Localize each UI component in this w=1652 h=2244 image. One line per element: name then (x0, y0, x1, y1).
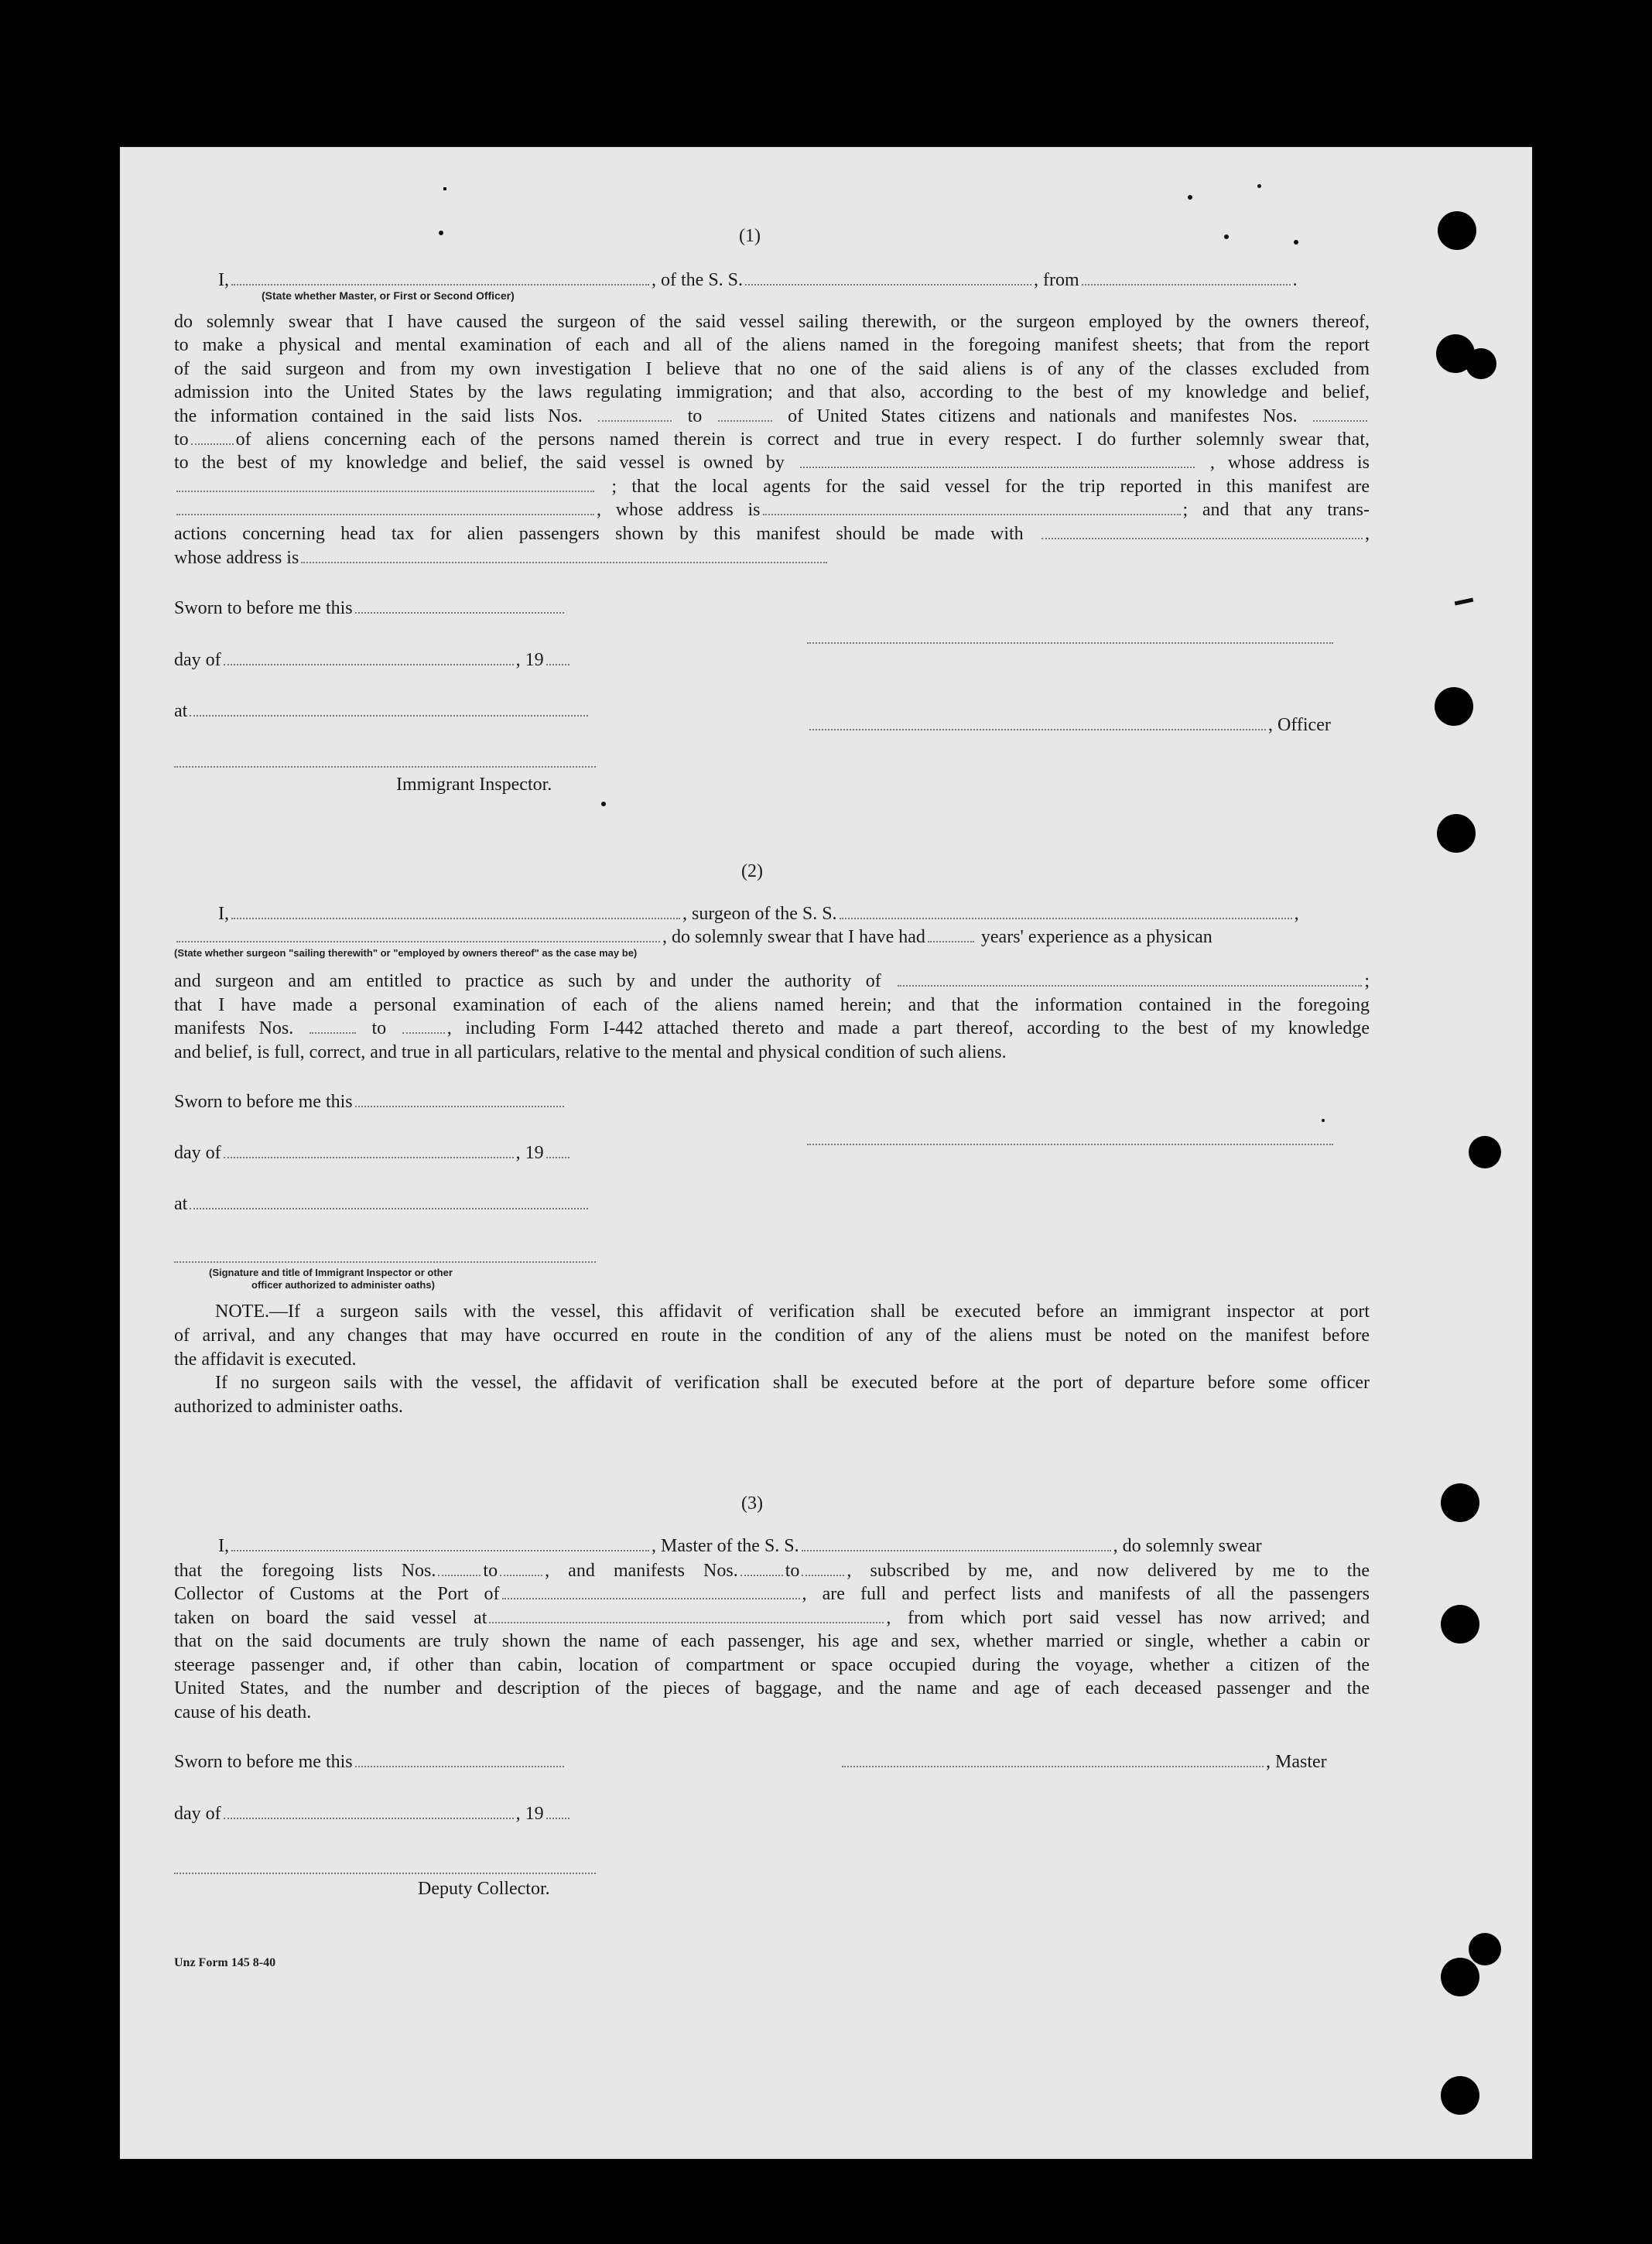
binder-hole (1469, 1136, 1501, 1168)
s1-officer-blank[interactable] (809, 728, 1266, 730)
s2-status-note: (State whether surgeon "sailing therewith" or "employed by owners thereof" as the case may be) (174, 947, 638, 959)
s2-para-line4: and belief, is full, correct, and true in all particulars, relative to the mental and physical condition of such aliens. (174, 1042, 1007, 1062)
s2-sworn-blank[interactable] (355, 1105, 564, 1107)
section-3-number: (3) (741, 1493, 763, 1514)
section-1-number: (1) (739, 226, 761, 246)
head-tax-contact-blank[interactable] (1041, 537, 1363, 539)
s3-line1: I, , Master of the S. S. , do solemnly swear (218, 1536, 1262, 1556)
binder-hole (1441, 1483, 1479, 1522)
s1-sworn-blank[interactable] (355, 611, 564, 614)
section-2-number: (2) (741, 861, 763, 881)
surgeon-name-blank[interactable] (231, 917, 680, 919)
vessel-name-blank[interactable] (745, 283, 1031, 286)
s1-para-line2: to make a physical and mental examination of each and all of the aliens named in the foregoing manifest sheets; that from the report (174, 335, 1370, 355)
s2-note-line2: of arrival, and any changes that may have occurred en route in the condition of any of the aliens must be noted on the manifest before (174, 1326, 1370, 1346)
s2-at: at (174, 1193, 590, 1215)
s3-sworn-blank[interactable] (355, 1765, 564, 1767)
binder-hole (1441, 2076, 1479, 2115)
s3-master: , Master (840, 1751, 1327, 1773)
s1-day-of: day of , 19 (174, 649, 572, 671)
speck-mark (1224, 234, 1229, 239)
s3-line8: cause of his death. (174, 1702, 312, 1722)
s2-line1: I, , surgeon of the S. S. , (218, 904, 1299, 924)
speck-mark (1257, 184, 1261, 188)
s1-line1: I, , of the S. S. , from . (218, 270, 1298, 290)
s1-officer: , Officer (807, 714, 1331, 736)
s2-day-blank[interactable] (224, 1156, 514, 1158)
s1-para-line4: admission into the United States by the laws regulating immigration; and that also, according to the best of my knowledge and belief, (174, 382, 1370, 402)
s3-day-of: day of , 19 (174, 1803, 572, 1825)
s1-inspector-label: Immigrant Inspector. (396, 775, 552, 795)
agents-address-blank[interactable] (763, 513, 1181, 515)
s2-surgeon-signature-line[interactable] (807, 1144, 1333, 1145)
s3-line6: steerage passenger and, if other than cabin, location of compartment or space occupied during the voyage, whether a citizen of the (174, 1655, 1370, 1675)
s2-inspector-signature-line[interactable] (174, 1261, 596, 1263)
manifests-from-blank[interactable] (1313, 419, 1367, 422)
from-port-blank[interactable] (1082, 283, 1291, 286)
s2-signature-note-1: (Signature and title of Immigrant Inspector or other (209, 1267, 453, 1278)
s2-note-line1: NOTE.—If a surgeon sails with the vessel, this affidavit of verification shall be executed before an immigrant inspector at port (215, 1302, 1370, 1322)
s3-year-blank[interactable] (546, 1817, 569, 1819)
s2-signature-note-2: officer authorized to administer oaths) (251, 1279, 435, 1291)
s3-master-name-blank[interactable] (231, 1549, 649, 1551)
s3-collector-signature-line[interactable] (174, 1873, 596, 1874)
binder-hole (1441, 1958, 1479, 1996)
speck-mark (1294, 240, 1298, 245)
speck-mark (439, 231, 443, 235)
s2-manifests-from-blank[interactable] (310, 1031, 356, 1034)
s1-officer-signature-line[interactable] (807, 642, 1333, 644)
s2-vessel-blank[interactable] (840, 917, 1292, 919)
binder-hole (1437, 814, 1476, 853)
s1-para-line3: of the said surgeon and from my own investigation I believe that no one of the said aliens is of any of the classes excluded from (174, 359, 1370, 379)
s2-year-blank[interactable] (546, 1156, 569, 1158)
s2-para-line2: that I have made a personal examination of each of the aliens named herein; and that the information contained in the foregoing (174, 995, 1370, 1015)
authority-blank[interactable] (898, 984, 1362, 987)
s1-para-line1: do solemnly swear that I have caused the surgeon of the said vessel sailing therewith, or the surgeon employed by the owners thereof, (174, 312, 1370, 332)
owner-address-blank[interactable] (176, 490, 594, 492)
binder-hole (1466, 348, 1496, 379)
s1-para-line10: actions concerning head tax for alien passengers shown by this manifest should be made with , (174, 524, 1370, 544)
s2-para-line3: manifests Nos. to , including Form I-442 attached thereto and made a part thereof, according to the best of my knowledge (174, 1018, 1370, 1038)
s1-rank-note: (State whether Master, or First or Second Officer) (262, 289, 515, 302)
owner-blank[interactable] (800, 466, 1195, 468)
s2-day-of: day of , 19 (174, 1142, 572, 1164)
binder-hole (1438, 211, 1476, 250)
s3-port-blank[interactable] (502, 1597, 800, 1599)
speck-mark (601, 802, 606, 806)
agents-blank[interactable] (176, 513, 594, 515)
speck-mark (1188, 195, 1192, 200)
s3-embark-port-blank[interactable] (489, 1621, 884, 1623)
binder-hole (1441, 1605, 1479, 1644)
speck-mark (1455, 598, 1474, 606)
binder-hole (1435, 687, 1473, 726)
s3-day-blank[interactable] (224, 1817, 514, 1819)
s2-para-line1: and surgeon and am entitled to practice as such by and under the authority of ; (174, 971, 1370, 991)
manifests-to-blank[interactable] (191, 443, 234, 445)
s1-inspector-signature-line[interactable] (174, 766, 596, 768)
s3-sworn: Sworn to before me this (174, 1751, 566, 1773)
s3-line3: Collector of Customs at the Port of , are full and perfect lists and manifests of all the passengers (174, 1584, 1370, 1604)
s2-note2-line2: authorized to administer oaths. (174, 1397, 403, 1417)
speck-mark (443, 187, 446, 190)
s2-note2-line1: If no surgeon sails with the vessel, the affidavit of verification shall be executed before at the port of departure before some officer (215, 1373, 1370, 1393)
s1-para-line11: whose address is (174, 547, 829, 569)
s3-manifests-to-blank[interactable] (802, 1574, 844, 1576)
lists-from-blank[interactable] (598, 419, 672, 422)
s3-lists-to-blank[interactable] (500, 1574, 542, 1576)
s1-sworn: Sworn to before me this (174, 597, 566, 619)
head-tax-address-blank[interactable] (301, 561, 827, 563)
s3-line5: that on the said documents are truly shown the name of each passenger, his age and sex, whether married or single, whether a cabin or (174, 1631, 1370, 1651)
s3-manifests-from-blank[interactable] (740, 1574, 783, 1576)
s3-line7: United States, and the number and description of the pieces of baggage, and the name and age of each deceased passenger and the (174, 1678, 1370, 1698)
s3-collector-label: Deputy Collector. (418, 1879, 550, 1899)
form-page (120, 147, 1532, 2159)
binder-hole (1469, 1933, 1501, 1965)
s1-para-line8: ; that the local agents for the said vessel for the trip reported in this manifest are (174, 475, 1370, 499)
s1-para-line9: , whose address is ; and that any trans- (174, 498, 1370, 522)
master-name-blank[interactable] (231, 283, 649, 286)
surgeon-status-blank[interactable] (176, 940, 660, 942)
form-number: Unz Form 145 8-40 (174, 1956, 276, 1969)
s1-para-line5: the information contained in the said lists Nos. to of United States citizens and nationals and manifestes Nos. (174, 405, 1370, 429)
s3-line2: that the foregoing lists Nos. to , and manifests Nos. to , subscribed by me, and now delivered by me to the (174, 1561, 1370, 1581)
s2-line2: , do solemnly swear that I have had years' experience as a physican (174, 926, 1212, 948)
s1-para-line6: to of aliens concerning each of the persons named therein is correct and true in every respect. I do further solemnly swear that, (174, 429, 1370, 450)
speck-mark (1322, 1119, 1325, 1122)
s1-year-blank[interactable] (546, 663, 569, 665)
s3-vessel-blank[interactable] (802, 1549, 1111, 1551)
s2-note-line3: the affidavit is executed. (174, 1349, 357, 1370)
s1-place-blank[interactable] (190, 714, 588, 717)
s1-para-line7: to the best of my knowledge and belief, the said vessel is owned by , whose address is (174, 453, 1370, 473)
s1-day-blank[interactable] (224, 663, 514, 665)
s2-manifests-to-blank[interactable] (402, 1031, 445, 1034)
s3-lists-from-blank[interactable] (438, 1574, 481, 1576)
lists-to-blank[interactable] (718, 419, 772, 422)
s2-sworn: Sworn to before me this (174, 1091, 566, 1113)
s3-master-signature-blank[interactable] (842, 1765, 1264, 1767)
s1-at: at (174, 700, 590, 722)
s3-line4: taken on board the said vessel at , from which port said vessel has now arrived; and (174, 1608, 1370, 1628)
s2-place-blank[interactable] (190, 1207, 588, 1209)
years-experience-blank[interactable] (928, 940, 974, 942)
